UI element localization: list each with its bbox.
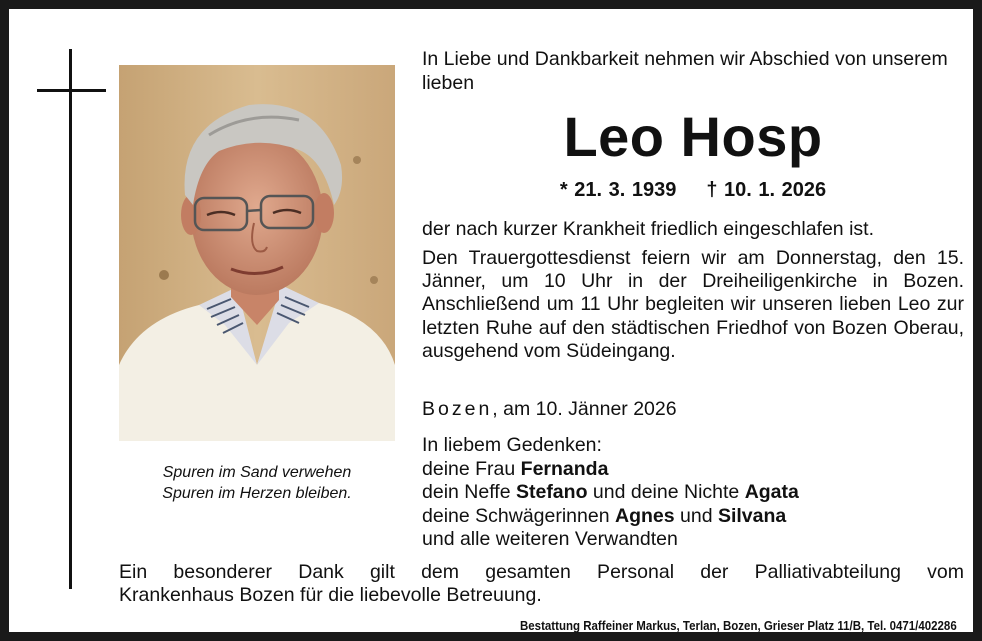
death-date: † 10. 1. 2026	[706, 179, 827, 201]
mourner-wife	[422, 458, 964, 482]
mourner-others: und alle weiteren Verwandten	[422, 528, 678, 550]
place-date-text: , am 10. Jänner 2026	[492, 398, 677, 420]
quote-line-2: Spuren im Herzen bleiben.	[162, 485, 352, 502]
funeral-home-footer: Bestattung Raffeiner Markus, Terlan, Bozen, Grieser Platz 11/B, Tel. 0471/402286	[520, 619, 957, 633]
place-city: Bozen	[422, 398, 493, 420]
mourner-sisters-in-law	[422, 505, 964, 529]
thanks-line-2: Krankenhaus Bozen für die liebevolle Betreuung.	[119, 584, 542, 606]
intro-text: In Liebe und Dankbarkeit nehmen wir Abschied von unserem lieben	[422, 48, 948, 94]
cross-symbol-horizontal	[37, 89, 106, 92]
mourner-name: Silvana	[717, 504, 787, 527]
passing-text: der nach kurzer Krankheit friedlich eingeschlafen ist.	[422, 218, 874, 240]
mourners-list	[422, 434, 964, 552]
portrait-photo	[119, 65, 395, 441]
mourner-name: Stefano	[515, 481, 588, 503]
mourner-nephew-niece	[422, 481, 964, 505]
mourners-heading: In liebem Gedenken:	[422, 434, 602, 456]
thanks-text	[119, 561, 964, 607]
memorial-quote	[119, 462, 395, 504]
mourner-conjunction: und	[674, 504, 718, 527]
mourner-name: Agnes	[614, 504, 675, 527]
birth-date: * 21. 3. 1939	[559, 179, 677, 201]
quote-line-1: Spuren im Sand verwehen	[162, 464, 352, 481]
mourner-relation: deine Frau	[422, 457, 521, 480]
mourner-relation: und deine Nichte	[587, 481, 745, 503]
mourner-relation: dein Neffe	[422, 481, 516, 503]
mourner-relation: deine Schwägerinnen	[422, 504, 615, 527]
thanks-line-1: Ein besonderer Dank gilt dem gesamten Personal der Palliativabteilung vom	[119, 561, 964, 583]
mourner-name: Fernanda	[520, 457, 609, 480]
mourner-name: Agata	[744, 481, 799, 503]
cross-symbol-vertical	[69, 49, 72, 589]
place-date	[422, 397, 964, 421]
deceased-name: Leo Hosp	[563, 105, 823, 168]
funeral-service-text: Den Trauergottesdienst feiern wir am Donnerstag, den 15. Jänner, um 10 Uhr in der Dreiheiligenkirche in Bozen. Anschließend um 11 Uhr begleiten wir unseren lieben Leo zur letzten Ruhe auf den städtischen Friedhof von Bozen Oberau, ausgehend vom Südeingang.	[422, 247, 964, 362]
life-dates	[422, 179, 964, 202]
